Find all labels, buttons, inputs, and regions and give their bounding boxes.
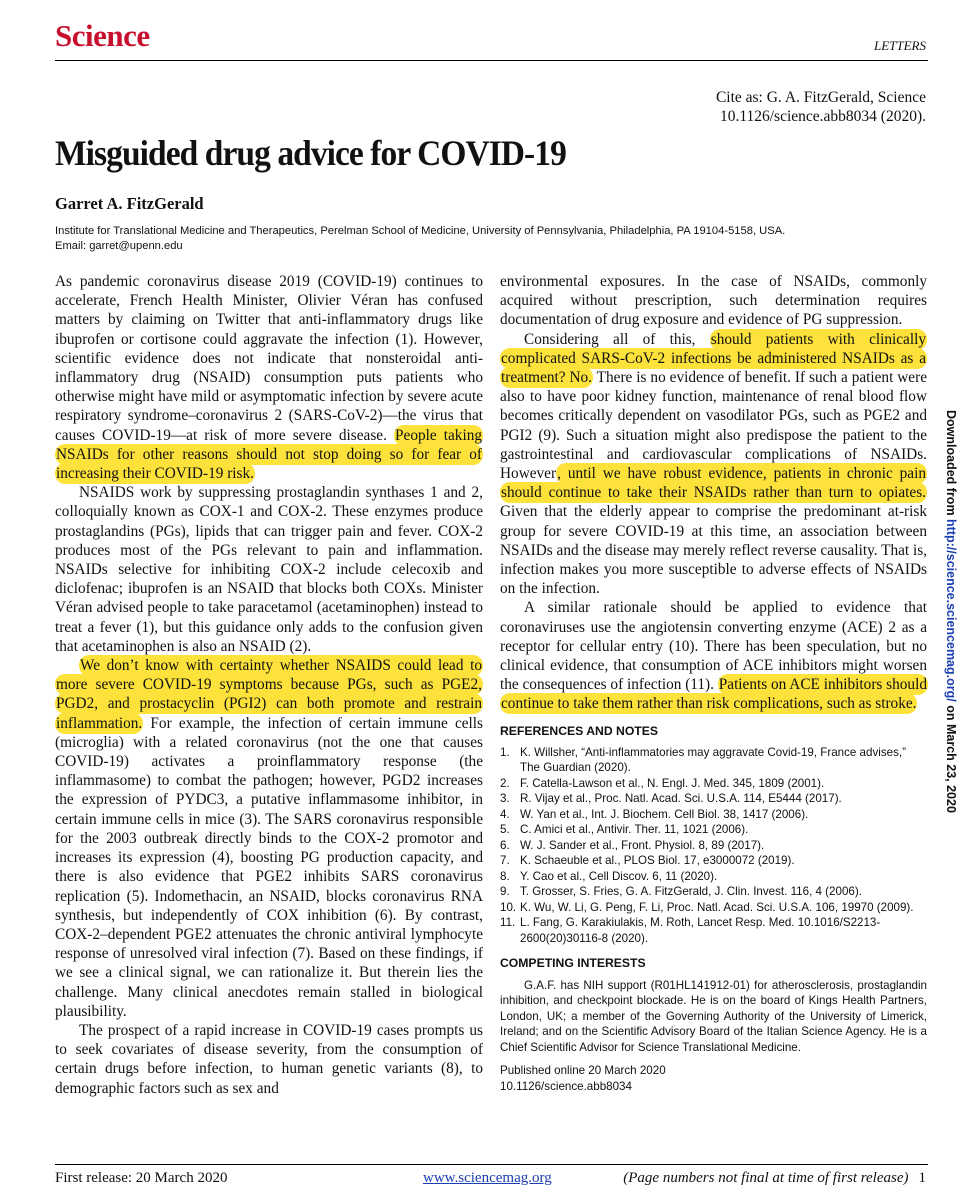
reference-item xyxy=(500,853,927,869)
reference-text: T. Grosser, S. Fries, G. A. FitzGerald, J. Clin. Invest. 116, 4 (2006). xyxy=(520,885,862,899)
reference-number: 7. xyxy=(500,854,510,868)
competing-interests-heading: COMPETING INTERESTS xyxy=(500,956,646,971)
reference-item xyxy=(500,915,927,946)
page-number: 1 xyxy=(918,1170,926,1186)
reference-number: 8. xyxy=(500,869,510,883)
reference-number: 11. xyxy=(500,916,516,930)
paragraph-1 xyxy=(55,272,483,483)
published-date: Published online 20 March 2020 xyxy=(500,1064,666,1078)
published-doi: 10.1126/science.abb8034 xyxy=(500,1079,632,1093)
cite-line-2: 10.1126/science.abb8034 (2020). xyxy=(719,108,926,125)
sciencemag-link[interactable]: www.sciencemag.org xyxy=(423,1170,552,1186)
highlight-3: should patients with clinically complicated SARS-CoV-2 infections be administered NSAIDs as a treatment? No. xyxy=(501,330,926,387)
reference-item xyxy=(500,838,927,854)
left-column xyxy=(55,272,483,1098)
highlight-5: Patients on ACE inhibitors should continue to take them rather than risk complications, such as stroke. xyxy=(501,676,927,713)
reference-item xyxy=(500,869,927,885)
reference-text: W. Yan et al., Int. J. Biochem. Cell Biol. 38, 1417 (2006). xyxy=(520,807,809,821)
reference-number: 5. xyxy=(500,823,510,837)
author-name: Garret A. FitzGerald xyxy=(55,194,204,213)
reference-item xyxy=(500,776,927,792)
paragraph-7-text: A similar rationale should be applied to evidence that coronaviruses use the angiotensin converting enzyme (ACE) 2 as a receptor for cellular entry (10). There has been speculation, but no clinical evidence, that consumption of ACE inhibitors might worsen the consequences of infection (11). xyxy=(500,599,927,694)
download-suffix: on March 23, 2020 xyxy=(944,701,958,813)
page-note xyxy=(623,1170,926,1187)
affiliation xyxy=(55,224,815,254)
reference-item xyxy=(500,822,927,838)
reference-number: 6. xyxy=(500,838,510,852)
paragraph-1-text: As pandemic coronavirus disease 2019 (COVID-19) continues to accelerate, French Health Minister, Olivier Véran has confused matters by claiming on Twitter that anti-inflammatory drugs like ibuprofen or cortisone could aggravate the infection (1). However, scientific evidence does not indicate that nonsteroidal anti-inflammatory drug (NSAID) consumption puts patients who otherwise might have mild or asymptomatic infection by severe acute respiratory syndrome–coronavirus 2 (SARS-CoV-2)—the virus that causes COVID-19—at risk of more severe disease. xyxy=(55,273,483,444)
paragraph-2: NSAIDS work by suppressing prostaglandin synthases 1 and 2, colloquially known as COX-1 and COX-2. These enzymes produce prostaglandins (PGs), lipids that can trigger pain and fever. COX-2 produces most of the PGs relevant to pain and inflammation. NSAIDs selective for inhibiting COX-2 include celecoxib and diclofenac; ibuprofen is an NSAID that blocks both COXs. Minister Véran advised people to take paracetamol (acetaminophen) instead to treat a fever (1), but this guidance only adds to the confusion given that acetaminophen is also an NSAID (2). xyxy=(55,484,483,655)
paragraph-6-text-b: There is no evidence of benefit. If such a patient were also to have poor kidney function, maintenance of renal blood flow becomes critically dependent on vasodilator PGs, such as PGE2 and PGI2 (9). Such a situation might also predispose the patient to the gastrointestinal and cardiovascular complications of NSAIDs. However xyxy=(500,369,927,483)
highlight-4: , until we have robust evidence, patients in chronic pain should continue to take their NSAIDs rather than turn to opiates. xyxy=(501,465,926,502)
references-heading: REFERENCES AND NOTES xyxy=(500,723,659,738)
page-note-text: (Page numbers not final at time of first release) xyxy=(623,1170,909,1186)
highlight-1: People taking NSAIDs for other reasons should not stop doing so for fear of increasing their COVID-19 risk. xyxy=(56,426,482,483)
highlight-2: We don’t know with certainty whether NSAIDS could lead to more severe COVID-19 symptoms because PGs, such as PGE2, PGD2, and prostacyclin (PGI2) can both promote and restrain inflammation. xyxy=(56,657,482,732)
reference-number: 2. xyxy=(500,776,510,790)
section-label: LETTERS xyxy=(873,38,926,53)
reference-number: 3. xyxy=(500,792,510,806)
reference-number: 10. xyxy=(500,900,517,914)
reference-item xyxy=(500,900,927,916)
reference-item xyxy=(500,807,927,823)
reference-text: W. J. Sander et al., Front. Physiol. 8, 89 (2017). xyxy=(520,838,765,852)
citation-block xyxy=(716,88,926,126)
reference-text: L. Fang, G. Karakiulakis, M. Roth, Lancet Resp. Med. 10.1016/S2213-2600(20)30116-8 (2020). xyxy=(520,916,881,945)
competing-interests-text: G.A.F. has NIH support (R01HL141912-01) for atherosclerosis, prostaglandin inhibition, and checkpoint blockade. He is on the board of Kings Health Partners, London, UK; a member of the Governing Authority of the University of Limerick, Ireland; and on the Scientific Advisory Board of the Italian Science Agency. He is a Chief Scientific Advisor for Science Translational Medicine. xyxy=(500,978,927,1054)
download-watermark xyxy=(944,410,958,813)
journal-logo: Science xyxy=(55,18,150,53)
article-title: Misguided drug advice for COVID-19 xyxy=(55,133,566,173)
affiliation-text: Institute for Translational Medicine and Therapeutics, Perelman School of Medicine, University of Pennsylvania, Philadelphia, PA 19104-5158, USA. xyxy=(55,225,786,237)
download-url-link[interactable]: http://science.sciencemag.org/ xyxy=(944,519,958,702)
author-email: Email: garret@upenn.edu xyxy=(55,240,183,252)
reference-number: 9. xyxy=(500,885,510,899)
reference-text: F. Catella-Lawson et al., N. Engl. J. Med. 345, 1809 (2001). xyxy=(520,776,825,790)
reference-text: R. Vijay et al., Proc. Natl. Acad. Sci. U.S.A. 114, E5444 (2017). xyxy=(520,792,842,806)
published-info xyxy=(500,1063,927,1094)
paragraph-3 xyxy=(55,656,483,1021)
header-rule xyxy=(55,60,928,61)
reference-text: K. Schaeuble et al., PLOS Biol. 17, e3000072 (2019). xyxy=(520,854,795,868)
paragraph-6-text-a: Considering all of this, xyxy=(524,330,710,348)
paragraph-7 xyxy=(500,598,927,713)
reference-item xyxy=(500,884,927,900)
first-release-date: First release: 20 March 2020 xyxy=(55,1170,228,1186)
download-prefix: Downloaded from xyxy=(944,410,958,520)
references-list xyxy=(500,745,927,947)
reference-number: 1. xyxy=(500,745,510,759)
paragraph-6-text-c: Given that the elderly appear to comprise the predominant at-risk group for severe COVID-19 at this time, an association between NSAIDs and the disease may merely reflect reverse causality. That is, infection makes you more susceptible to adverse effects of NSAIDs on the infection. xyxy=(500,503,927,598)
paragraph-6 xyxy=(500,330,927,599)
reference-item xyxy=(500,791,927,807)
paragraph-4: The prospect of a rapid increase in COVID-19 cases prompts us to seek covariates of disease severity, from the consumption of certain drugs before infection, to human genetic variants (8), to demographic factors such as sex and xyxy=(55,1021,483,1097)
cite-line-1: Cite as: G. A. FitzGerald, Science xyxy=(715,89,926,106)
paragraph-3-text: For example, the infection of certain immune cells (microglia) with a related coronavirus (not the one that causes COVID-19) activates a proinflammatory response (the inflammasome) to combat the pathogen; however, PGD2 increases the expression of PYDC3, a putative inflammasome inhibitor, in certain immune cells in mice (3). The SARS coronavirus responsible for the 2003 outbreak directly binds to the COX-2 promotor and increases its expression (4), boosting PG production capacity, and there is also evidence that PGE2 inhibits SARS coronavirus replication (5). Indomethacin, an NSAID, blocks coronavirus RNA synthesis, but independently of COX inhibition (6). By contrast, COX-2–dependent PGE2 attenuates the chronic antiviral lymphocyte response of unresolved viral infection (7). Based on these findings, if we see a clinical signal, we can rationalize it. But therein lies the challenge. Many clinical anecdotes remain stalled in biological plausibility. xyxy=(55,714,483,1020)
reference-text: C. Amici et al., Antivir. Ther. 11, 1021 (2006). xyxy=(520,823,749,837)
footer-rule xyxy=(55,1164,928,1165)
reference-number: 4. xyxy=(500,807,510,821)
reference-item xyxy=(500,745,927,776)
reference-text: K. Wu, W. Li, G. Peng, F. Li, Proc. Natl. Acad. Sci. U.S.A. 106, 19970 (2009). xyxy=(520,900,914,914)
reference-text: K. Willsher, “Anti-inflammatories may aggravate Covid-19, France advises,” The Guardian (2020). xyxy=(520,745,906,775)
paragraph-5: environmental exposures. In the case of NSAIDs, commonly acquired without prescription, such determination requires documentation of drug exposure and evidence of PG suppression. xyxy=(500,273,927,329)
reference-text: Y. Cao et al., Cell Discov. 6, 11 (2020). xyxy=(520,869,718,883)
right-column xyxy=(500,272,927,1094)
